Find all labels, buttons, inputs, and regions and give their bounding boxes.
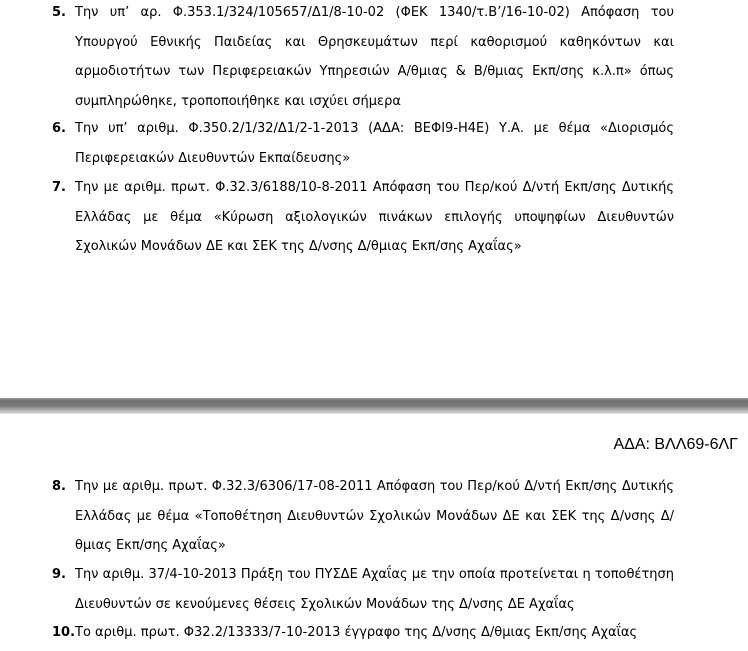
document-page-lower bbox=[0, 414, 748, 651]
item-text: Την αριθμ. 37/4-10-2013 Πράξη του ΠΥΣΔΕ Αχαΐας με την οποία προτείνεται η τοποθέτηση Διευθυντών σε κενούμενες θέσεις Σχολικών Μονάδων της Δ/νσης ΔΕ Αχαΐας bbox=[75, 567, 674, 612]
item-text: Την με αριθμ. πρωτ. Φ.32.3/6188/10-8-2011 Απόφαση του Περ/κού Δ/ντή Εκπ/σης Δυτικής Ελλάδας με θέμα «Κύρωση αξιολογικών πινάκων επιλογής υποψηφίων Διευθυντών Σχολικών Μονάδων ΔΕ και ΣΕΚ της Δ/νσης Δ/θμιας Εκπ/σης Αχαΐας» bbox=[75, 180, 674, 255]
list-item-8 bbox=[52, 472, 674, 561]
item-text: Την υπ’ αρ. Φ.353.1/324/105657/Δ1/8-10-02 (ΦΕΚ 1340/τ.Β’/16-10-02) Απόφαση του Υπουργού Εθνικής Παιδείας και Θρησκευμάτων περί καθορισμού καθηκόντων και αρμοδιοτήτων των Περιφερειακών Υπηρεσιών Α/θμιας & Β/θμιας Εκπ/σης κ.λ.π» όπως συμπληρώθηκε, τροποποιήθηκε και ισχύει σήμερα bbox=[75, 5, 674, 109]
item-number: 5. bbox=[52, 5, 66, 20]
item-number: 7. bbox=[52, 180, 66, 195]
item-number: 9. bbox=[52, 567, 66, 582]
list-item-5 bbox=[52, 0, 674, 116]
item-number: 6. bbox=[52, 121, 66, 136]
item-text: Την υπ’ αριθμ. Φ.350.2/1/32/Δ1/2-1-2013 (ΑΔΑ: ΒΕΦΙ9-Η4Ε) Υ.Α. με θέμα «Διορισμός Περιφερειακών Διευθυντών Εκπαίδευσης» bbox=[75, 121, 674, 166]
list-item-6 bbox=[52, 114, 674, 173]
list-item-9 bbox=[52, 560, 674, 619]
ada-code: ΑΔΑ: ΒΛΛ69-6ΛΓ bbox=[613, 436, 738, 453]
list-item-10 bbox=[52, 618, 674, 648]
item-text: Το αριθμ. πρωτ. Φ32.2/13333/7-10-2013 έγγραφο της Δ/νσης Δ/θμιας Εκπ/σης Αχαΐας bbox=[75, 625, 638, 640]
item-number: 8. bbox=[52, 479, 66, 494]
page-separator bbox=[0, 398, 748, 414]
item-text: Την με αριθμ. πρωτ. Φ.32.3/6306/17-08-2011 Απόφαση του Περ/κού Δ/ντή Εκπ/σης Δυτικής Ελλάδας με θέμα «Τοποθέτηση Διευθυντών Σχολικών Μονάδων ΔΕ και ΣΕΚ της Δ/νσης Δ/θμιας Εκπ/σης Αχαΐας» bbox=[75, 479, 674, 554]
item-number: 10. bbox=[52, 625, 76, 640]
list-item-7 bbox=[52, 173, 674, 262]
